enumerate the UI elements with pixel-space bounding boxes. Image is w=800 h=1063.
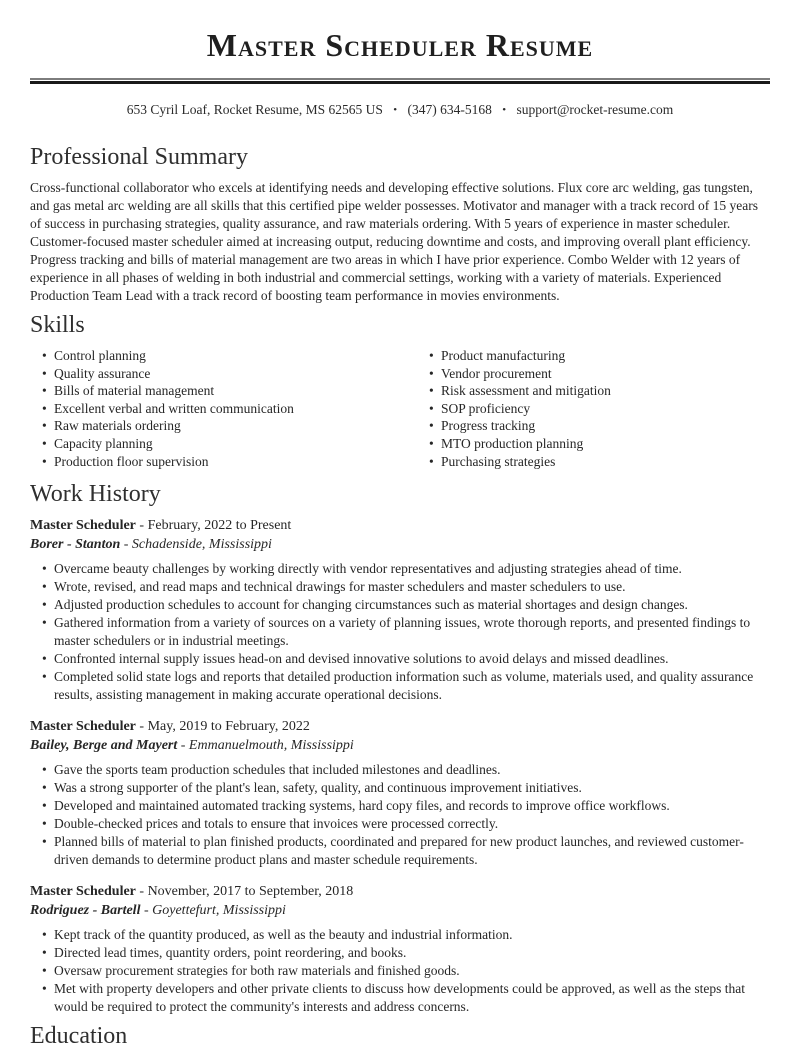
section-heading-work-history: Work History bbox=[30, 481, 161, 508]
skills-list bbox=[30, 347, 770, 470]
job-company-name: Rodriguez - Bartell bbox=[30, 903, 141, 919]
skill-item: • Quality assurance bbox=[54, 365, 417, 383]
skill-item: • Risk assessment and mitigation bbox=[441, 382, 770, 400]
skills-column-right bbox=[417, 347, 770, 470]
dash-separator: - bbox=[139, 518, 145, 534]
job-company-line bbox=[30, 535, 770, 554]
job-company-line bbox=[30, 736, 770, 755]
skill-item: • Raw materials ordering bbox=[54, 417, 417, 435]
bullet-separator: • bbox=[393, 104, 398, 116]
summary-text: Cross-functional collaborator who excels at identifying needs and developing effective solutions. Flux core arc welding, gas tungsten, and gas metal arc welding are all skills that this certified pipe welder possesses. Motivator and manager with a track record of 15 years of success in purchasing strategies, quality assurance, and raw materials ordering. With 5 years of experience in master scheduler. Customer-focused master scheduler aimed at increasing output, reducing downtime and costs, and improving overall plant efficiency. Progress tracking and bills of material management are two areas in which I have prior experience. Combo Welder with 12 years of experience in all phases of welding in both industrial and commercial settings, working with a variety of materials. Experienced Production Team Lead with a track record of boosting team performance in movies environments. bbox=[30, 180, 759, 303]
contact-email: support@rocket-resume.com bbox=[516, 102, 674, 117]
job-bullet-list bbox=[30, 560, 770, 704]
job-header bbox=[30, 516, 770, 535]
job-bullet: • Gave the sports team production schedules that included milestones and deadlines. bbox=[54, 761, 770, 779]
job-bullet: • Kept track of the quantity produced, as well as the beauty and industrial information. bbox=[54, 926, 770, 944]
dash-separator: - bbox=[123, 537, 129, 553]
dash-separator: - bbox=[139, 719, 145, 735]
job-bullet: • Overcame beauty challenges by working directly with vendor representatives and adjusting strategies ahead of time. bbox=[54, 560, 770, 578]
contact-phone: (347) 634-5168 bbox=[407, 102, 492, 117]
job-bullet: • Completed solid state logs and reports that detailed production information such as volume, materials used, and quality assurance results, assisting management in making accurate operational decisions. bbox=[54, 668, 770, 704]
job-bullet: • Directed lead times, quantity orders, point reordering, and books. bbox=[54, 944, 770, 962]
job-bullet: • Adjusted production schedules to account for changing circumstances such as material shortages and design changes. bbox=[54, 596, 770, 614]
skill-item: • Purchasing strategies bbox=[441, 453, 770, 471]
title-divider-rule bbox=[30, 78, 770, 84]
job-bullet-list bbox=[30, 926, 770, 1016]
job-bullet: • Was a strong supporter of the plant's lean, safety, quality, and continuous improvement initiatives. bbox=[54, 779, 770, 797]
dash-separator: - bbox=[143, 903, 149, 919]
skill-item: • Production floor supervision bbox=[54, 453, 417, 471]
skill-item: • Product manufacturing bbox=[441, 347, 770, 365]
skill-item: • Excellent verbal and written communication bbox=[54, 400, 417, 418]
skill-item: • Control planning bbox=[54, 347, 417, 365]
resume-page bbox=[0, 28, 800, 1051]
section-heading-summary: Professional Summary bbox=[30, 144, 248, 170]
job-entry bbox=[30, 516, 770, 704]
skill-item: • Progress tracking bbox=[441, 417, 770, 435]
job-location: Emmanuelmouth, Mississippi bbox=[188, 738, 354, 754]
job-bullet: • Confronted internal supply issues head-on and devised innovative solutions to avoid delays and missed deadlines. bbox=[54, 650, 770, 668]
resume-title: Master Scheduler Resume bbox=[206, 27, 594, 63]
job-bullet-list bbox=[30, 761, 770, 869]
skill-item: • Capacity planning bbox=[54, 435, 417, 453]
skills-column-left bbox=[30, 347, 417, 470]
job-company-name: Borer - Stanton bbox=[30, 537, 121, 553]
bullet-separator: • bbox=[502, 104, 507, 116]
skill-item: • Bills of material management bbox=[54, 382, 417, 400]
section-heading-skills: Skills bbox=[30, 312, 85, 338]
job-header bbox=[30, 717, 770, 736]
job-bullet: • Met with property developers and other private clients to discuss how developments could be approved, as well as the steps that would be required to protect the community's interests and address concerns. bbox=[54, 980, 770, 1016]
job-title: Master Scheduler bbox=[30, 719, 136, 735]
job-entry bbox=[30, 882, 770, 1016]
job-bullet: • Planned bills of material to plan finished products, coordinated and prepared for new product launches, and reviewed customer-driven demands to determine product plans and master schedule requirements. bbox=[54, 833, 770, 869]
skill-item: • Vendor procurement bbox=[441, 365, 770, 383]
job-bullet: • Gathered information from a variety of sources on a variety of planning issues, wrote thorough reports, and presented findings to master schedulers or in industrial meetings. bbox=[54, 614, 770, 650]
job-dates: November, 2017 to September, 2018 bbox=[147, 884, 354, 900]
job-dates: May, 2019 to February, 2022 bbox=[147, 719, 310, 735]
job-title: Master Scheduler bbox=[30, 884, 136, 900]
job-entry bbox=[30, 717, 770, 869]
job-company-name: Bailey, Berge and Mayert bbox=[30, 738, 178, 754]
contact-address: 653 Cyril Loaf, Rocket Resume, MS 62565 US bbox=[126, 102, 383, 117]
job-location: Goyettefurt, Mississippi bbox=[152, 903, 286, 919]
contact-line bbox=[30, 101, 770, 119]
skill-item: • SOP proficiency bbox=[441, 400, 770, 418]
job-bullet: • Developed and maintained automated tracking systems, hard copy files, and records to improve office workflows. bbox=[54, 797, 770, 815]
job-company-line bbox=[30, 901, 770, 920]
dash-separator: - bbox=[180, 738, 186, 754]
job-header bbox=[30, 882, 770, 901]
job-title: Master Scheduler bbox=[30, 518, 136, 534]
job-bullet: • Double-checked prices and totals to ensure that invoices were processed correctly. bbox=[54, 815, 770, 833]
job-dates: February, 2022 to Present bbox=[147, 518, 292, 534]
dash-separator: - bbox=[139, 884, 145, 900]
job-bullet: • Oversaw procurement strategies for both raw materials and finished goods. bbox=[54, 962, 770, 980]
job-bullet: • Wrote, revised, and read maps and technical drawings for master schedulers and master schedulers to use. bbox=[54, 578, 770, 596]
job-location: Schadenside, Mississippi bbox=[131, 537, 272, 553]
section-heading-education: Education bbox=[30, 1023, 128, 1050]
skill-item: • MTO production planning bbox=[441, 435, 770, 453]
